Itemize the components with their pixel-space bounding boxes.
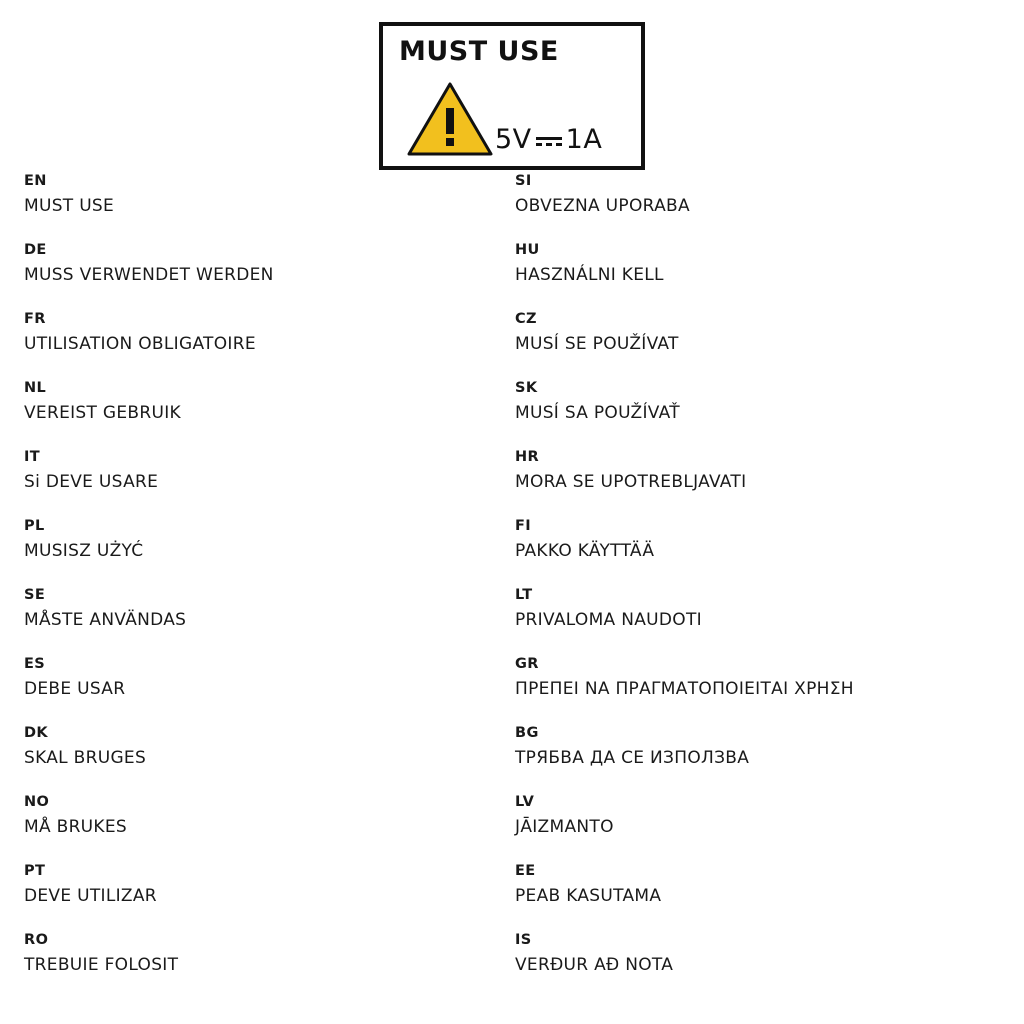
language-text: JĀIZMANTO	[515, 817, 614, 837]
language-text: Si DEVE USARE	[24, 472, 159, 492]
language-text: MORA SE UPOTREBLJAVATI	[515, 472, 747, 492]
translation-entry	[515, 241, 985, 310]
language-text: MUSS VERWENDET WERDEN	[24, 265, 274, 285]
translation-entry	[24, 517, 494, 586]
translation-entry	[515, 586, 985, 655]
language-text: MUSISZ UŻYĆ	[24, 541, 144, 561]
language-code: HU	[515, 242, 540, 258]
language-text: UTILISATION OBLIGATOIRE	[24, 334, 256, 354]
language-text: MÅ BRUKES	[24, 817, 127, 837]
language-text: DEVE UTILIZAR	[24, 886, 157, 906]
language-code: DK	[24, 725, 49, 741]
translation-entry	[515, 448, 985, 517]
language-text: MÅSTE ANVÄNDAS	[24, 610, 187, 630]
language-text: MUST USE	[24, 196, 115, 216]
current-value: 1A	[565, 124, 603, 155]
label-title: MUST USE	[399, 36, 559, 67]
translation-entry	[24, 655, 494, 724]
language-text: PAKKO KÄYTTÄÄ	[515, 541, 655, 561]
language-code: CZ	[515, 311, 537, 327]
language-text: SKAL BRUGES	[24, 748, 147, 768]
translation-entry	[24, 862, 494, 931]
language-text: OBVEZNA UPORABA	[515, 196, 690, 216]
translation-entry	[515, 172, 985, 241]
language-code: HR	[515, 449, 540, 465]
language-code: PL	[24, 518, 45, 534]
language-code: NL	[24, 380, 47, 396]
language-code: IS	[515, 932, 532, 948]
translation-entry	[515, 862, 985, 931]
language-code: SI	[515, 173, 532, 189]
language-code: LV	[515, 794, 535, 810]
translation-entry	[24, 241, 494, 310]
translation-entry	[24, 448, 494, 517]
language-code: EN	[24, 173, 47, 189]
power-rating	[495, 124, 602, 155]
translation-entry	[24, 379, 494, 448]
translation-entry	[515, 931, 985, 1000]
language-code: SK	[515, 380, 538, 396]
translation-entry	[24, 172, 494, 241]
translation-entry	[515, 517, 985, 586]
language-text: ТРЯБВА ДА СЕ ИЗПОЛЗВА	[515, 748, 750, 768]
language-code: IT	[24, 449, 41, 465]
language-code: FI	[515, 518, 532, 534]
translation-entry	[515, 724, 985, 793]
language-code: NO	[24, 794, 50, 810]
language-code: GR	[515, 656, 539, 672]
language-text: VERÐUR AÐ NOTA	[515, 955, 674, 975]
warning-triangle-icon	[407, 82, 493, 156]
language-code: RO	[24, 932, 49, 948]
translation-entry	[515, 793, 985, 862]
language-code: ES	[24, 656, 46, 672]
translation-entry	[515, 310, 985, 379]
language-code: DE	[24, 242, 47, 258]
voltage-value: 5V	[495, 124, 532, 155]
language-text: TREBUIE FOLOSIT	[24, 955, 179, 975]
language-text: PRIVALOMA NAUDOTI	[515, 610, 702, 630]
language-code: EE	[515, 863, 536, 879]
translation-entry	[24, 586, 494, 655]
translation-entry	[24, 310, 494, 379]
translation-entry	[24, 931, 494, 1000]
warning-label-box	[379, 22, 645, 170]
language-text: VEREIST GEBRUIK	[24, 403, 182, 423]
language-code: LT	[515, 587, 533, 603]
translation-entry	[515, 379, 985, 448]
language-text: PEAB KASUTAMA	[515, 886, 662, 906]
language-code: FR	[24, 311, 46, 327]
translations-column-left	[24, 172, 494, 1000]
translations-column-right	[515, 172, 985, 1000]
language-code: PT	[24, 863, 46, 879]
language-text: HASZNÁLNI KELL	[515, 265, 664, 285]
language-code: BG	[515, 725, 539, 741]
language-text: MUSÍ SA POUŽÍVAŤ	[515, 403, 680, 423]
translation-entry	[24, 793, 494, 862]
language-code: SE	[24, 587, 46, 603]
dc-current-symbol-icon	[536, 132, 562, 150]
translation-entry	[515, 655, 985, 724]
language-text: MUSÍ SE POUŽÍVAT	[515, 334, 679, 354]
language-text: DEBE USAR	[24, 679, 126, 699]
translation-entry	[24, 724, 494, 793]
language-text: ΠΡΕΠΕΙ ΝΑ ΠΡΑΓΜΑΤΟΠΟΙΕΙΤΑΙ ΧΡΗΣΗ	[515, 679, 854, 699]
